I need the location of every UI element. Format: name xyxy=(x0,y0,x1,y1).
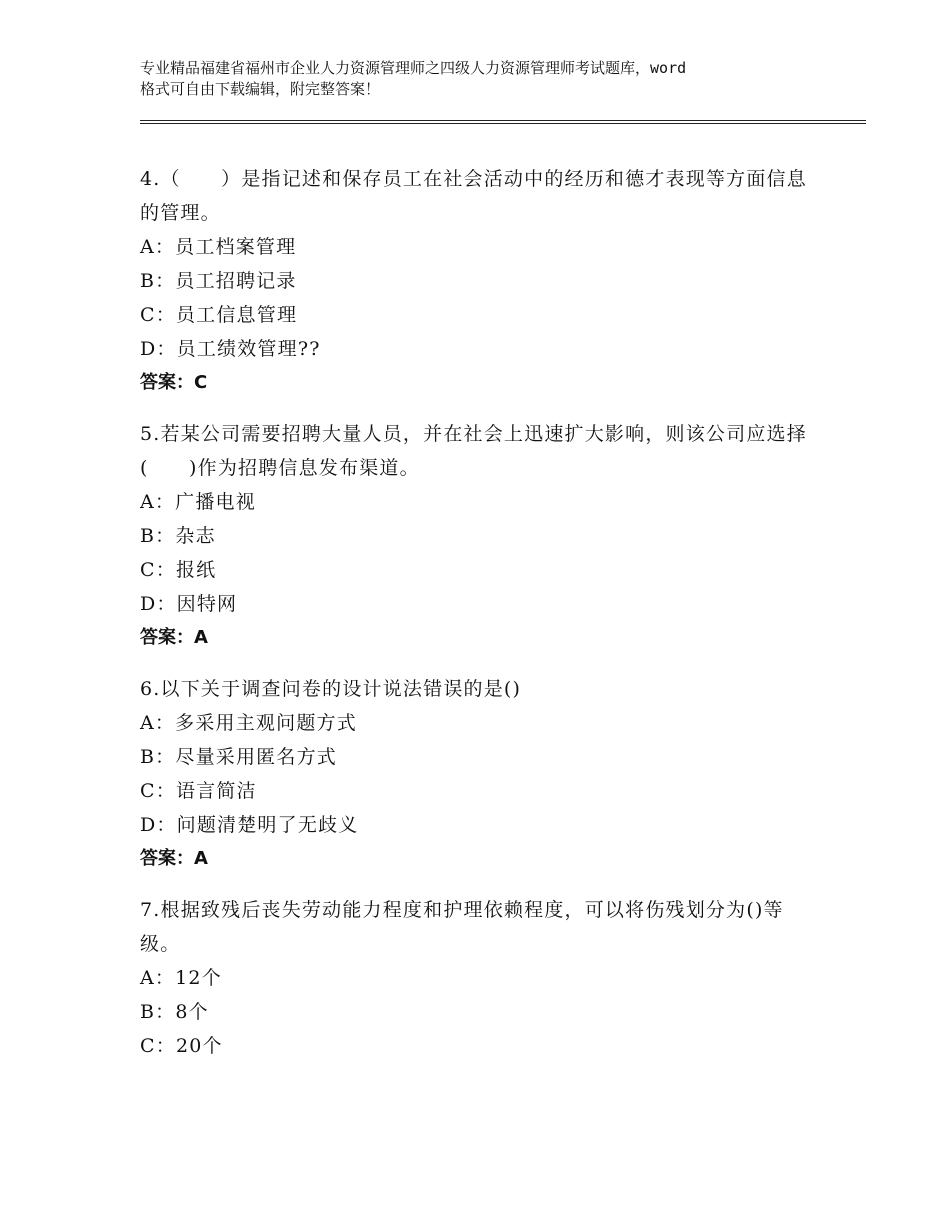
question-stem: 7.根据致残后丧失劳动能力程度和护理依赖程度，可以将伤残划分为()等级。 xyxy=(140,899,784,955)
option-b: B：8个 xyxy=(140,1001,209,1023)
option-c: C：报纸 xyxy=(140,559,217,581)
question-5 xyxy=(140,417,808,655)
option-b: B：尽量采用匿名方式 xyxy=(140,746,337,768)
option-c: C：20个 xyxy=(140,1035,223,1057)
option-d: D：问题清楚明了无歧义 xyxy=(140,814,359,836)
option-b: B：员工招聘记录 xyxy=(140,270,297,292)
header-divider xyxy=(140,120,866,124)
option-c: C：员工信息管理 xyxy=(140,304,298,326)
document-header xyxy=(140,58,840,100)
option-a: A：员工档案管理 xyxy=(140,236,297,258)
answer-label: 答案：A xyxy=(140,627,208,648)
option-a: A：广播电视 xyxy=(140,491,256,513)
question-stem: 6.以下关于调查问卷的设计说法错误的是() xyxy=(140,678,522,700)
question-4 xyxy=(140,162,808,400)
option-a: A：12个 xyxy=(140,967,222,989)
option-c: C：语言简洁 xyxy=(140,780,257,802)
question-stem: 4.（ ）是指记述和保存员工在社会活动中的经历和德才表现等方面信息的管理。 xyxy=(140,168,807,224)
question-list xyxy=(140,162,808,1080)
answer-label: 答案：A xyxy=(140,848,208,869)
option-a: A：多采用主观问题方式 xyxy=(140,712,357,734)
question-stem: 5.若某公司需要招聘大量人员，并在社会上迅速扩大影响，则该公司应选择( )作为招聘信息发布渠道。 xyxy=(140,423,807,479)
answer-label: 答案：C xyxy=(140,372,208,393)
question-7 xyxy=(140,893,808,1063)
header-title-line-2: 格式可自由下载编辑，附完整答案！ xyxy=(140,80,381,98)
header-title-line-1: 专业精品福建省福州市企业人力资源管理师之四级人力资源管理师考试题库，word xyxy=(140,59,687,77)
question-6 xyxy=(140,672,808,876)
option-d: D：因特网 xyxy=(140,593,238,615)
option-b: B：杂志 xyxy=(140,525,216,547)
option-d: D：员工绩效管理?? xyxy=(140,338,321,360)
